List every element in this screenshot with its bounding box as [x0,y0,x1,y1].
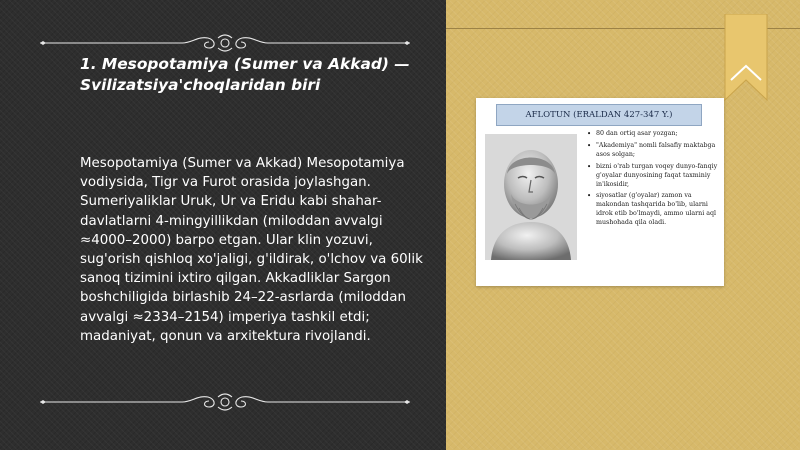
ornamental-divider-bottom-icon [40,391,410,413]
bullet-item: • bizni o'rab turgan voqey dunyo-fanqiy g'oyalar dunyosining faqat taxminiy in'ikosidir, [586,163,720,190]
bullet-item: • "Akademiya" nomli falsafiy maktabga asos solgan; [586,142,720,160]
bullet-item: • 80 dan ortiq asar yozgan; [586,130,720,139]
ornamental-divider-top-icon [40,32,410,54]
bullet-list [586,130,720,231]
bullet-item: • siyosatlar (g'oyalar) zamon va makondan tashqarida bo'lib, ularni idrok etib bo'lmaydi, ammo ularni aql mushohada qila oladi. [586,192,720,228]
card-header: AFLOTUN (ERALDAN 427-347 Y.) [496,104,702,126]
slide-title: 1. Mesopotamiya (Sumer va Akkad) — Svilizatsiya'choqlaridan biri [80,55,410,94]
bookmark-ribbon-icon [721,14,771,104]
slide-body-text: Mesopotamiya (Sumer va Akkad) Mesopotamiya vodiysida, Tigr va Furot orasida joylashgan. Sumeriyaliklar Uruk, Ur va Eridu kabi shahar-davlatlarni 4-mingyillikdan (miloddan avvalgi ≈4000–2000) barpo etgan. Ular klin yozuvi, sug'orish qishloq xo'jaligi, g'ildirak, o'lchov va 60lik sanoq tizimini ixtiro qilgan. Akkadliklar Sargon boshchiligida birlashib 24–22-asrlarda (miloddan avvalgi ≈2334–2154) imperiya tashkil etdi; madaniyat, qonun va arxitektura rivojlandi. [80,156,423,344]
plato-image-card [476,98,724,286]
plato-bust-portrait [485,134,577,260]
